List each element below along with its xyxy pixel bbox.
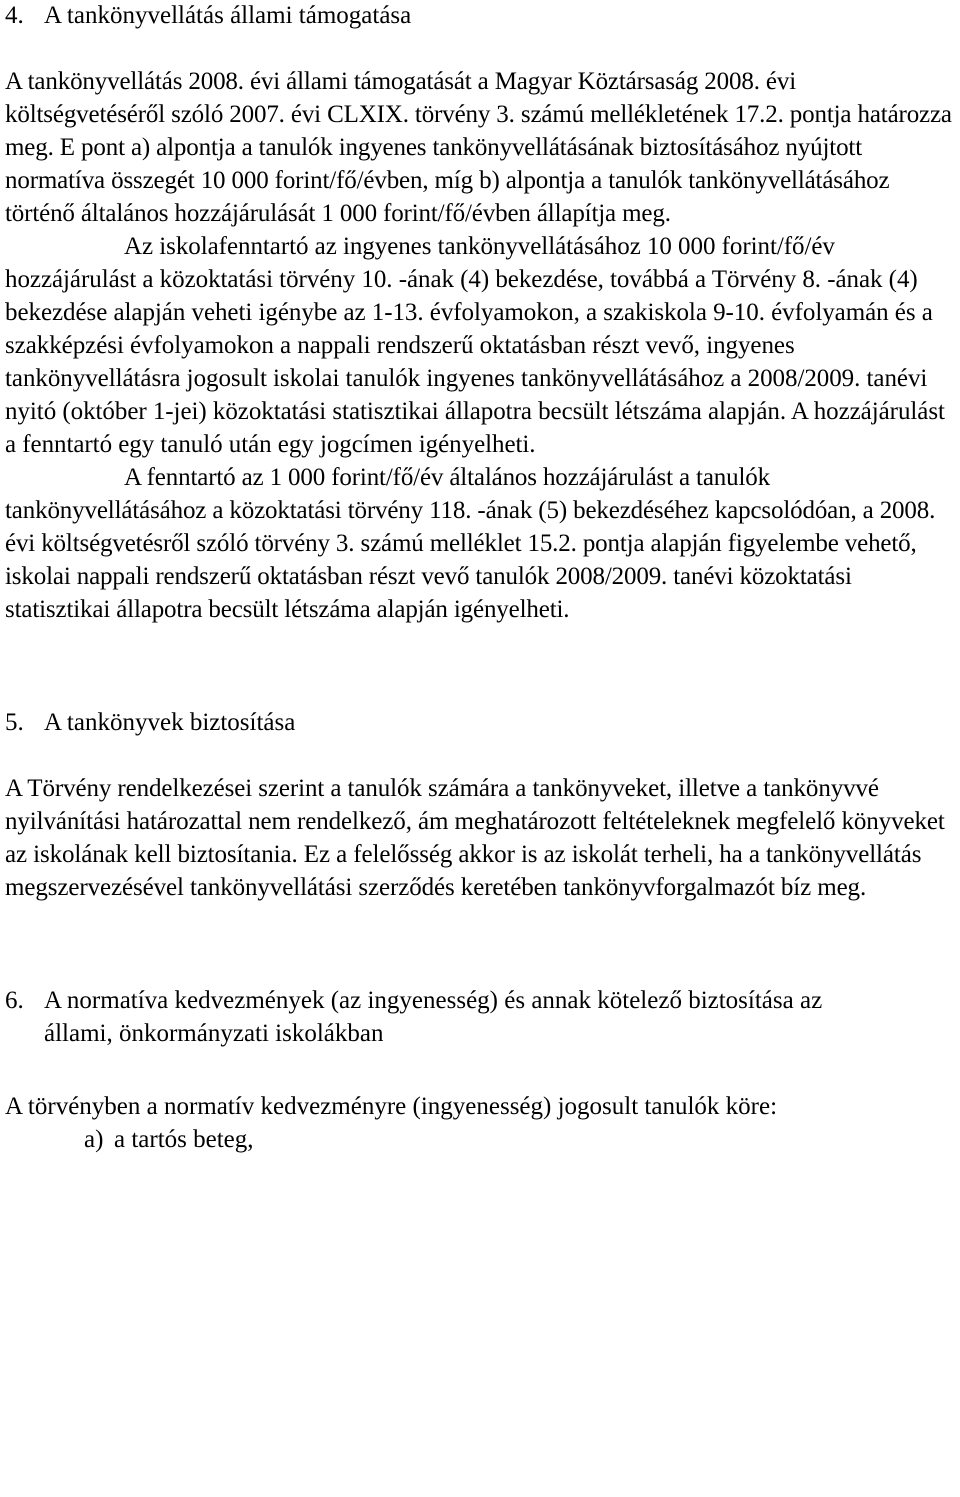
section-6-heading: [5, 984, 960, 1050]
list-marker: a): [84, 1126, 104, 1153]
spacer: [5, 1050, 960, 1090]
section-4-paragraph-1: A tankönyvellátás 2008. évi állami támogatását a Magyar Köztársaság 2008. évi költségvetéséről szóló 2007. évi CLXIX. törvény 3. számú mellékletének 17.2. pontja határozza meg. E pont a) alpontja a tanulók ingyenes tankönyvellátásának biztosításához nyújtott normatíva összegét 10 000 forint/fő/évben, míg b) alpontja a tanulók tankönyvellátásához történő általános hozzájárulását 1 000 forint/fő/évben állapítja meg.: [5, 68, 952, 227]
section-6-number: 6.: [5, 987, 24, 1014]
spacer: [5, 904, 960, 984]
section-4-number: 4.: [5, 2, 24, 29]
spacer: [5, 32, 960, 65]
section-5-heading: [5, 706, 960, 739]
spacer: [5, 739, 960, 772]
section-4-paragraph-3: A fenntartó az 1 000 forint/fő/év általános hozzájárulást a tanulók tankönyvellátásához a közoktatási törvény 118. -ának (5) bekezdéséhez kapcsolódóan, a 2008. évi költségvetésről szóló törvény 3. számú melléklet 15.2. pontja alapján figyelembe vehető, iskolai nappali rendszerű oktatásban részt vevő tanulók 2008/2009. tanévi közoktatási statisztikai állapotra becsült létszáma alapján igényelheti.: [5, 464, 936, 623]
document-page: [5, 0, 960, 1156]
list-item: [5, 1123, 960, 1156]
list-item-text: a tartós beteg,: [114, 1126, 254, 1153]
section-5-paragraph-1: A Törvény rendelkezései szerint a tanulók számára a tankönyveket, illetve a tankönyvvé nyilvánítási határozattal nem rendelkező, ám meghatározott feltételeknek megfelelő könyveket az iskolának kell biztosítania. Ez a felelősség akkor is az iskolát terheli, ha a tankönyvellátás megszervezésével tankönyvellátási szerződés keretében tankönyvforgalmazót bíz meg.: [5, 775, 945, 901]
section-5-number: 5.: [5, 709, 24, 736]
section-4-heading: [5, 0, 960, 32]
section-6-paragraph-1: A törvényben a normatív kedvezményre (ingyenesség) jogosult tanulók köre:: [5, 1093, 778, 1120]
section-4-title: A tankönyvellátás állami támogatása: [44, 2, 412, 29]
section-6-title: A normatíva kedvezmények (az ingyenesség) és annak kötelező biztosítása az állami, önkormányzati iskolákban: [44, 987, 823, 1047]
spacer: [5, 626, 960, 706]
section-5-title: A tankönyvek biztosítása: [44, 709, 296, 736]
section-4-paragraph-2: Az iskolafenntartó az ingyenes tankönyvellátásához 10 000 forint/fő/év hozzájárulást a közoktatási törvény 10. -ának (4) bekezdése, továbbá a Törvény 8. -ának (4) bekezdése alapján veheti igénybe az 1-13. évfolyamokon, a szakiskola 9-10. évfolyamán és a szakképzési évfolyamokon a nappali rendszerű oktatásban részt vevő, ingyenes tankönyvellátásra jogosult iskolai tanulók ingyenes tankönyvellátásához a 2008/2009. tanévi nyitó (október 1-jei) közoktatási statisztikai állapotra becsült létszáma alapján. A hozzájárulást a fenntartó egy tanuló után egy jogcímen igényelheti.: [5, 233, 945, 458]
